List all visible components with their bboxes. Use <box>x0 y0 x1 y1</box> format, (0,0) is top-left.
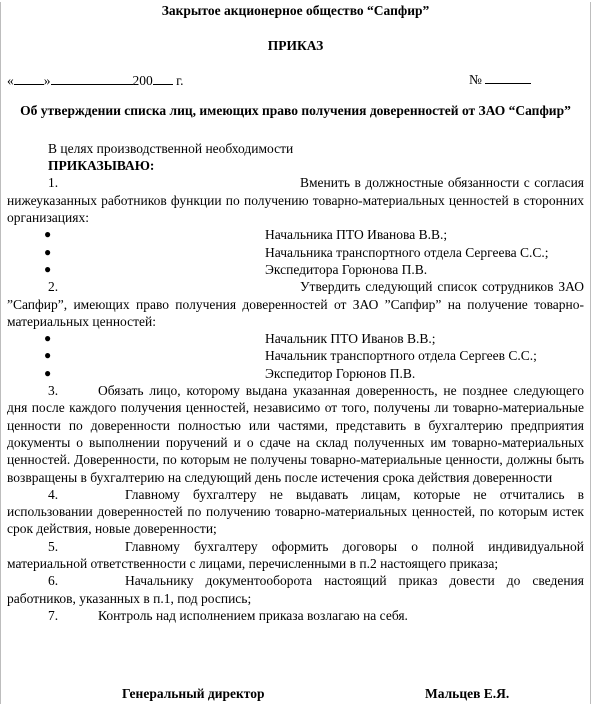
item-number: 3. <box>48 383 59 399</box>
item-2 <box>7 278 584 330</box>
bullet-icon: ● <box>44 365 52 380</box>
list-item-text: Экспедитора Горюнова П.В. <box>265 261 428 277</box>
item-4 <box>7 486 584 538</box>
signatory-position: Генеральный директор <box>122 686 265 701</box>
quote-close: » <box>43 72 51 88</box>
item-number: 7. <box>48 607 59 623</box>
bullet-icon: ● <box>44 348 52 363</box>
item-text: Главному бухгалтеру оформить договоры о полной индивидуальной материальной ответственности с лицами, перечисленными в п.2 настоящего приказа; <box>7 538 584 572</box>
list-item <box>7 244 584 261</box>
year-suffix: г. <box>172 72 184 88</box>
item-number: 5. <box>48 538 59 554</box>
list-item-text: Начальника ПТО Иванова В.В.; <box>265 227 448 243</box>
month-blank <box>51 71 133 85</box>
item-number: 4. <box>48 486 59 502</box>
bullet-icon: ● <box>44 227 52 242</box>
date-number-row <box>7 71 584 89</box>
order-subject: Об утверждении списка лиц, имеющих право получения доверенностей от ЗАО “Сапфир” <box>20 102 571 118</box>
year-blank <box>153 71 173 85</box>
item-5 <box>7 538 584 573</box>
item-1 <box>7 174 584 226</box>
signatory-name: Мальцев Е.Я. <box>425 686 510 701</box>
date-field <box>7 71 184 89</box>
item-number: 1. <box>48 175 59 191</box>
item-text: Контроль над исполнением приказа возлагаю на себя. <box>98 607 408 623</box>
list-item <box>7 330 584 347</box>
item-text: Утвердить следующий список сотрудников ЗАО ”Сапфир”, имеющих право получения доверенностей от ЗАО ”Сапфир” на получение товарно-материальных ценностей: <box>7 279 584 329</box>
list-item <box>7 365 584 382</box>
item-3 <box>7 382 584 486</box>
company-name: Закрытое акционерное общество “Сапфир” <box>161 3 430 18</box>
item-text: Начальнику документооборота настоящий приказ довести до сведения работников, указанных в п.1, под роспись; <box>7 573 584 606</box>
list-item <box>7 347 584 364</box>
document-title: ПРИКАЗ <box>267 38 324 54</box>
bullet-icon: ● <box>44 261 52 276</box>
order-word: ПРИКАЗЫВАЮ: <box>48 158 155 174</box>
item-number: 2. <box>48 279 59 295</box>
order-number-field <box>469 71 531 88</box>
item-7 <box>7 607 584 624</box>
intro-text: В целях производственной необходимости <box>48 140 294 156</box>
signature-block <box>1 685 590 703</box>
list-item <box>7 226 584 243</box>
day-blank <box>14 71 44 85</box>
quote-open: « <box>7 72 14 88</box>
item-number: 6. <box>48 573 59 589</box>
number-blank <box>485 71 531 84</box>
item-text: Вменить в должностные обязанности с согласия нижеуказанных работников функции по получению товарно-материальных ценностей в сторонних организациях: <box>7 175 584 226</box>
year-prefix: 200 <box>132 72 153 88</box>
list-item-text: Начальник транспортного отдела Сергеев С.С.; <box>265 348 537 364</box>
number-label: № <box>469 71 486 87</box>
item-6 <box>7 572 584 607</box>
document-page <box>0 2 591 704</box>
item-text: Обязать лицо, которому выдана указанная доверенность, не позднее следующего дня после каждого получения ценностей, независимо от того, получены ли товарно-материальные ценности по доверенности полностью или частями, представить в бухгалтерию предприятия документы о выполнении поручений и о сдаче на склад полученных им товарно-материальных ценностей. Доверенности, по которым не получены товарно-материальные ценности, должны быть возвращены в бухгалтерию на следующий день после истечения срока действия доверенности <box>7 383 584 485</box>
bullet-icon: ● <box>44 244 52 259</box>
list-item-text: Начальника транспортного отдела Сергеева С.С.; <box>265 244 549 260</box>
bullet-icon: ● <box>44 331 52 346</box>
list-item-text: Экспедитор Горюнов П.В. <box>265 365 416 381</box>
list-item-text: Начальник ПТО Иванов В.В.; <box>265 331 436 347</box>
item-text: Главному бухгалтеру не выдавать лицам, которые не отчитались в использовании доверенностей по получению товарно-материальных ценностей, по которым истек срок действия, новые доверенности; <box>7 486 584 537</box>
list-item <box>7 261 584 278</box>
